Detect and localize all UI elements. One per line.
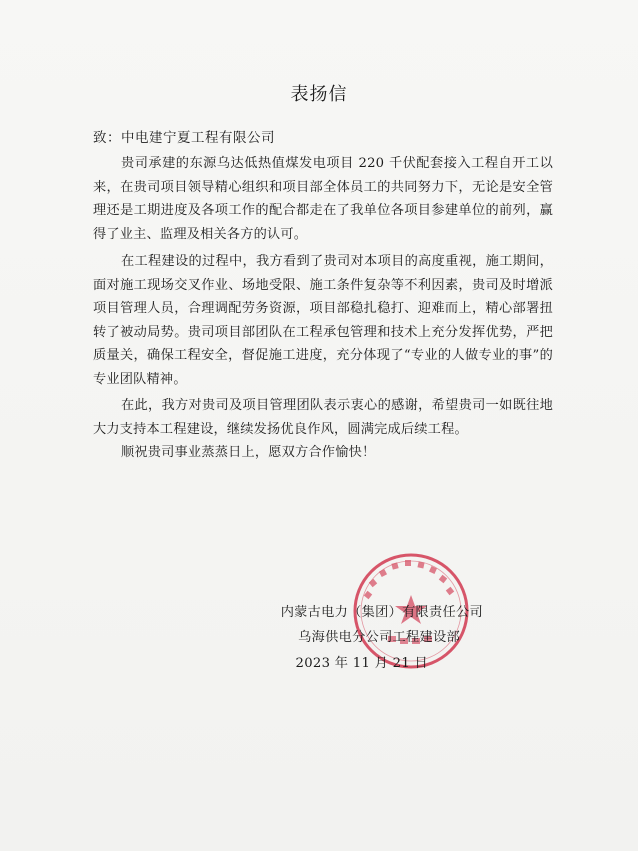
signature-department: 乌海供电分公司工程建设部 [298, 630, 460, 645]
paragraph-3: 在此，我方对贵司及项目管理团队表示衷心的感谢，希望贵司一如既往地大力支持本工程建设，继续发扬优良作风，圆满完成后续工程。 [93, 398, 553, 437]
letter-title: 表扬信 [290, 84, 348, 105]
paragraph-1: 贵司承建的东源乌达低热值煤发电项目 220 千伏配套接入工程自开工以来，在贵司项目领导精心组织和项目部全体员工的共同努力下，无论是安全管理还是工期进度及各项工作的配合都走在了我单位各项目参建单位的前列，赢得了业主、监理及相关各方的认可。 [93, 156, 553, 242]
paragraph-4: 顺祝贵司事业蒸蒸日上，愿双方合作愉快！ [121, 445, 376, 460]
signature-company: 内蒙古电力（集团）有限责任公司 [280, 605, 483, 620]
salutation: 致：中电建宁夏工程有限公司 [93, 130, 275, 146]
paragraph-2: 在工程建设的过程中，我方看到了贵司对本项目的高度重视，施工期间，面对施工现场交叉作业、场地受限、施工条件复杂等不利因素，贵司及时增派项目管理人员，合理调配劳务资源，项目部稳扎稳打、迎难而上，精心部署扭转了被动局势。贵司项目部团队在工程承包管理和技术上充分发挥优势，严把质量关，确保工程安全，督促施工进度，充分体现了“专业的人做专业的事”的专业团队精神。 [93, 254, 553, 387]
signature-date: 2023 年 11 月 21 日 [295, 656, 428, 671]
